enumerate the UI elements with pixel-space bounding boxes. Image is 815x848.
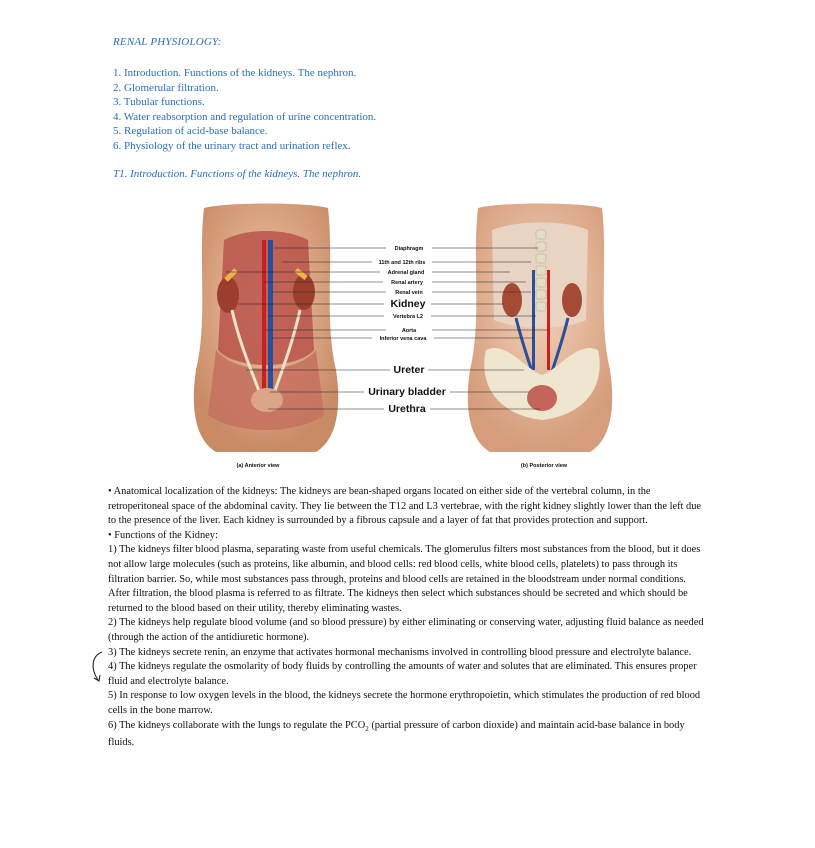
label-urethra: Urethra xyxy=(388,403,426,415)
toc-item: 1. Introduction. Functions of the kidneys. The nephron. xyxy=(113,67,357,79)
label-inferior-vena-cava: Inferior vena cava xyxy=(379,336,427,342)
posterior-torso xyxy=(468,204,612,453)
paragraph-function-3: 3) The kidneys secrete renin, an enzyme that activates hormonal mechanisms involved in controlling blood pressure and electrolyte balance. xyxy=(108,646,692,658)
label-kidney: Kidney xyxy=(390,298,426,310)
kidney-anatomy-figure xyxy=(186,200,618,472)
curved-arrow-icon xyxy=(88,650,108,686)
label-diaphragm: Diaphragm xyxy=(394,246,424,252)
label-aorta: Aorta xyxy=(401,328,417,334)
caption-anterior: (a) Anterior view xyxy=(236,463,280,469)
label-urinary-bladder: Urinary bladder xyxy=(368,386,446,398)
toc-item: 3. Tubular functions. xyxy=(113,96,205,109)
label-vertebra: Vertebra L2 xyxy=(393,314,423,320)
function-6-text-b: (partial pressure of carbon dioxide) and maintain acid-base balance in body fluids. xyxy=(108,719,685,749)
toc-item: 2. Glomerular filtration. xyxy=(113,81,219,94)
caption-posterior: (b) Posterior view xyxy=(520,463,568,469)
label-ureter: Ureter xyxy=(393,364,425,376)
toc-item: 6. Physiology of the urinary tract and urination reflex. xyxy=(113,139,351,152)
body-text xyxy=(108,485,708,751)
paragraph-function-4: 4) The kidneys regulate the osmolarity of body fluids by controlling the amounts of water and solutes that are eliminated. This ensures proper fluid and electrolyte balance. xyxy=(108,661,697,687)
label-adrenal-gland: Adrenal gland xyxy=(387,270,425,276)
paragraph-function-6 xyxy=(108,719,708,751)
subscript-2: 2 xyxy=(365,724,369,733)
paragraph-function-2: 2) The kidneys help regulate blood volume (and so blood pressure) by either eliminating or conserving water, adjusting fluid balance as needed (through the action of the antidiuretic hormone). xyxy=(108,617,704,643)
function-6-text-a: 6) The kidneys collaborate with the lungs to regulate the PCO xyxy=(108,719,366,731)
table-of-contents xyxy=(113,66,376,154)
toc-item: 5. Regulation of acid-base balance. xyxy=(113,125,268,138)
paragraph-localization: • Anatomical localization of the kidneys: The kidneys are bean-shaped organs located on either side of the vertebral column, in the retroperitoneal space of the abdominal cavity. They lie between the T12 and L3 vertebrae, with the right kidney slightly lower than the left due to the presence of the liver. Each kidney is surrounded by a fibrous capsule and a layer of fat that provides protection and support. xyxy=(108,486,702,527)
section-heading: T1. Introduction. Functions of the kidneys. The nephron. xyxy=(113,168,362,180)
paragraph-function-5: 5) In response to low oxygen levels in the blood, the kidneys secrete the hormone erythropoietin, which stimulates the production of red blood cells in the bone marrow. xyxy=(108,690,701,716)
label-renal-vein: Renal vein xyxy=(395,290,423,296)
paragraph-function-1: 1) The kidneys filter blood plasma, separating waste from useful chemicals. The glomerulus filters most substances from the blood, but it does not allow large molecules (such as proteins, like albumin, and blood cells: red blood cells, white blood cells, platelets) to pass through its filtration barrier. So, while most substances pass through, proteins and blood cells are retained in the bloodstream under normal conditions. After filtration, the blood plasma is referred to as filtrate. The kidneys then select which substances should be secreted and which should be returned to the blood based on their utility, thereby eliminating wastes. xyxy=(108,544,701,614)
label-ribs: 11th and 12th ribs xyxy=(378,260,426,266)
anterior-torso xyxy=(194,204,338,453)
paragraph-functions-heading: • Functions of the Kidney: xyxy=(108,529,218,541)
label-renal-artery: Renal artery xyxy=(391,280,423,286)
toc-item: 4. Water reabsorption and regulation of urine concentration. xyxy=(113,110,377,123)
document-title: RENAL PHYSIOLOGY: xyxy=(113,36,222,48)
